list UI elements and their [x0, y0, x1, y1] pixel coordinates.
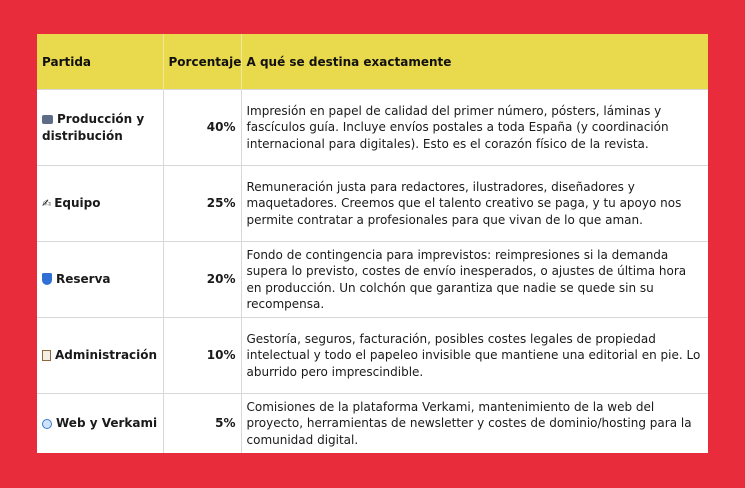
budget-table	[37, 34, 708, 453]
row-name: Web y Verkami	[56, 416, 158, 430]
row-description: Gestoría, seguros, facturación, posibles costes legales de propiedad intelectual y todo el papeleo invisible que mantiene una editorial en pie. Lo aburrido pero imprescindible.	[241, 318, 708, 394]
header-destino: A qué se destina exactamente	[241, 34, 708, 90]
row-name-cell	[37, 394, 163, 453]
row-description: Comisiones de la plataforma Verkami, mantenimiento de la web del proyecto, herramientas de newsletter y costes de dominio/hosting para la comunidad digital.	[241, 394, 708, 453]
row-description: Remuneración justa para redactores, ilustradores, diseñadores y maquetadores. Creemos que el talento creativo se paga, y tu apoyo nos permite contratar a profesionales para que vivan de lo que aman.	[241, 166, 708, 242]
writing-hand-icon: ✍	[42, 196, 52, 210]
row-percent: 25%	[163, 166, 241, 242]
printer-icon	[42, 115, 53, 124]
row-percent: 20%	[163, 242, 241, 318]
table-row	[37, 242, 708, 318]
row-description: Fondo de contingencia para imprevistos: reimpresiones si la demanda supera lo previsto, costes de envío inesperados, o ajustes de última hora en producción. Un colchón que garantiza que nadie se quede sin su recompensa.	[241, 242, 708, 318]
row-percent: 40%	[163, 90, 241, 166]
shield-icon	[42, 273, 52, 285]
clipboard-icon	[42, 350, 51, 361]
table-row	[37, 166, 708, 242]
budget-table-card	[37, 34, 708, 453]
header-porcentaje: Porcentaje	[163, 34, 241, 90]
row-name-cell	[37, 318, 163, 394]
row-description: Impresión en papel de calidad del primer número, pósters, láminas y fascículos guía. Incluye envíos postales a toda España (y coordinación internacional para digitales). Esto es el corazón físico de la revista.	[241, 90, 708, 166]
row-percent: 10%	[163, 318, 241, 394]
header-partida: Partida	[37, 34, 163, 90]
table-row	[37, 318, 708, 394]
row-name: Reserva	[56, 272, 111, 287]
row-name-cell	[37, 166, 163, 242]
row-name: Producción y distribución	[42, 112, 145, 143]
table-row	[37, 90, 708, 166]
row-name: Administración	[55, 348, 158, 363]
globe-icon	[42, 419, 52, 429]
row-name-cell	[37, 242, 163, 318]
row-name-cell	[37, 90, 163, 166]
table-header-row	[37, 34, 708, 90]
row-percent: 5%	[163, 394, 241, 453]
table-row	[37, 394, 708, 453]
row-name: Equipo	[54, 195, 101, 210]
